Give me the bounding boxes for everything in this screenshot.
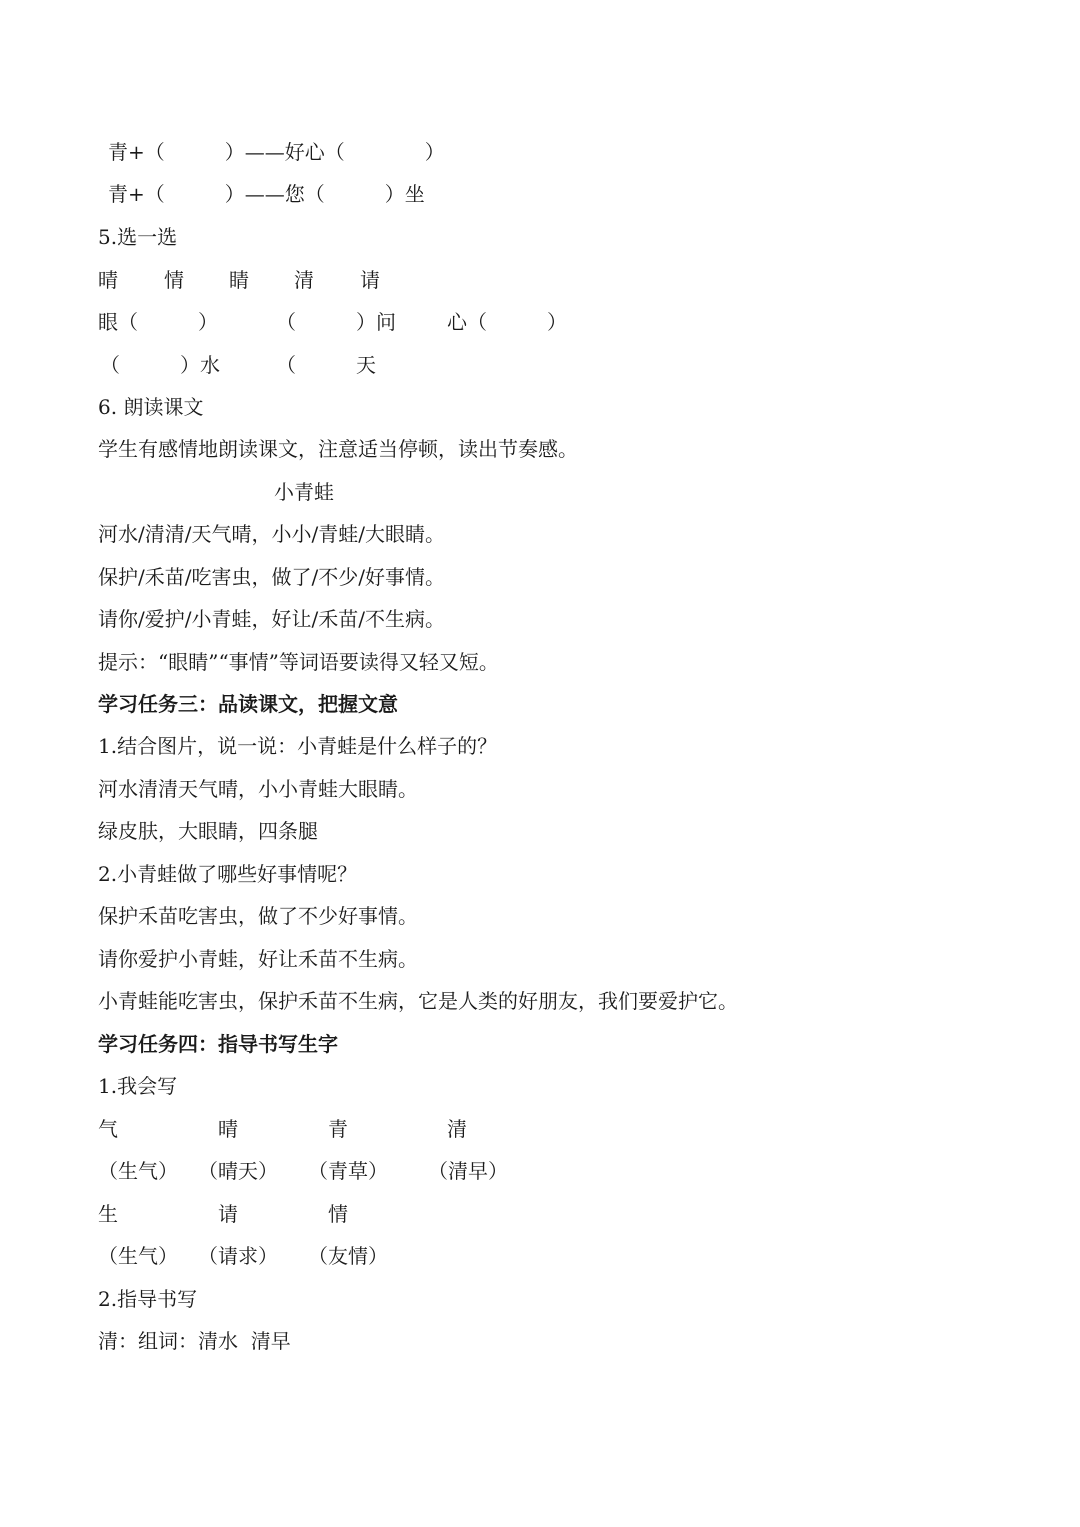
blank-item: （ ）问 [276, 310, 396, 334]
option-char: 情 [164, 268, 184, 292]
write-word: （晴天） [198, 1159, 278, 1183]
option-char: 晴 [98, 268, 118, 292]
option-char: 睛 [229, 268, 249, 292]
write-word: （请求） [198, 1244, 278, 1268]
task3-heading: 学习任务三：品读课文，把握文意 [98, 692, 398, 716]
write-char: 青 [328, 1117, 348, 1141]
write-word: （清早） [428, 1159, 508, 1183]
blank-item: 心（ ） [447, 310, 567, 334]
blank-item: （ ）水 [100, 353, 220, 377]
task3-answer-line: 小青蛙能吃害虫，保护禾苗不生病，它是人类的好朋友，我们要爱护它。 [98, 989, 738, 1013]
task3-answer-line: 绿皮肤，大眼睛，四条腿 [98, 819, 318, 843]
poem-line: 河水/清清/天气晴，小小/青蛙/大眼睛。 [98, 522, 445, 546]
task3-answer-line: 保护禾苗吃害虫，做了不少好事情。 [98, 904, 418, 928]
reading-tip: 提示：“眼睛”“事情”等词语要读得又轻又短。 [98, 650, 499, 674]
task3-answer-line: 请你爱护小青蛙，好让禾苗不生病。 [98, 947, 418, 971]
blank-item: 眼（ ） [98, 310, 218, 334]
task4-sub1: 1.我会写 [98, 1074, 178, 1098]
option-char: 清 [294, 268, 314, 292]
task3-question1: 1.结合图片，说一说：小青蛙是什么样子的？ [98, 734, 498, 758]
task4-sub2: 2.指导书写 [98, 1287, 198, 1311]
task3-question2: 2.小青蛙做了哪些好事情呢？ [98, 862, 358, 886]
write-word: （生气） [98, 1244, 178, 1268]
write-word: （生气） [98, 1159, 178, 1183]
exercise4-row2: 青+（ ）——您（ ）坐 [108, 182, 425, 206]
write-char: 气 [98, 1117, 118, 1141]
write-word: （友情） [308, 1244, 388, 1268]
write-char: 生 [98, 1202, 118, 1226]
blank-item: （ 天 [276, 353, 376, 377]
write-char: 晴 [218, 1117, 238, 1141]
poem-line: 保护/禾苗/吃害虫，做了/不少/好事情。 [98, 565, 445, 589]
task4-guide: 清：组词：清水 清早 [98, 1329, 291, 1353]
exercise6-instruction: 学生有感情地朗读课文，注意适当停顿，读出节奏感。 [98, 437, 578, 461]
poem-line: 请你/爱护/小青蛙，好让/禾苗/不生病。 [98, 607, 445, 631]
write-char: 清 [447, 1117, 467, 1141]
exercise4-row1: 青+（ ）——好心（ ） [108, 140, 445, 164]
option-char: 请 [360, 268, 380, 292]
task4-heading: 学习任务四：指导书写生字 [98, 1032, 338, 1056]
exercise5-title: 5.选一选 [98, 225, 178, 249]
exercise6-title: 6. 朗读课文 [98, 395, 204, 419]
write-char: 情 [328, 1202, 348, 1226]
task3-answer-line: 河水清清天气晴，小小青蛙大眼睛。 [98, 777, 418, 801]
write-char: 请 [218, 1202, 238, 1226]
write-word: （青草） [308, 1159, 388, 1183]
poem-title: 小青蛙 [274, 480, 334, 504]
